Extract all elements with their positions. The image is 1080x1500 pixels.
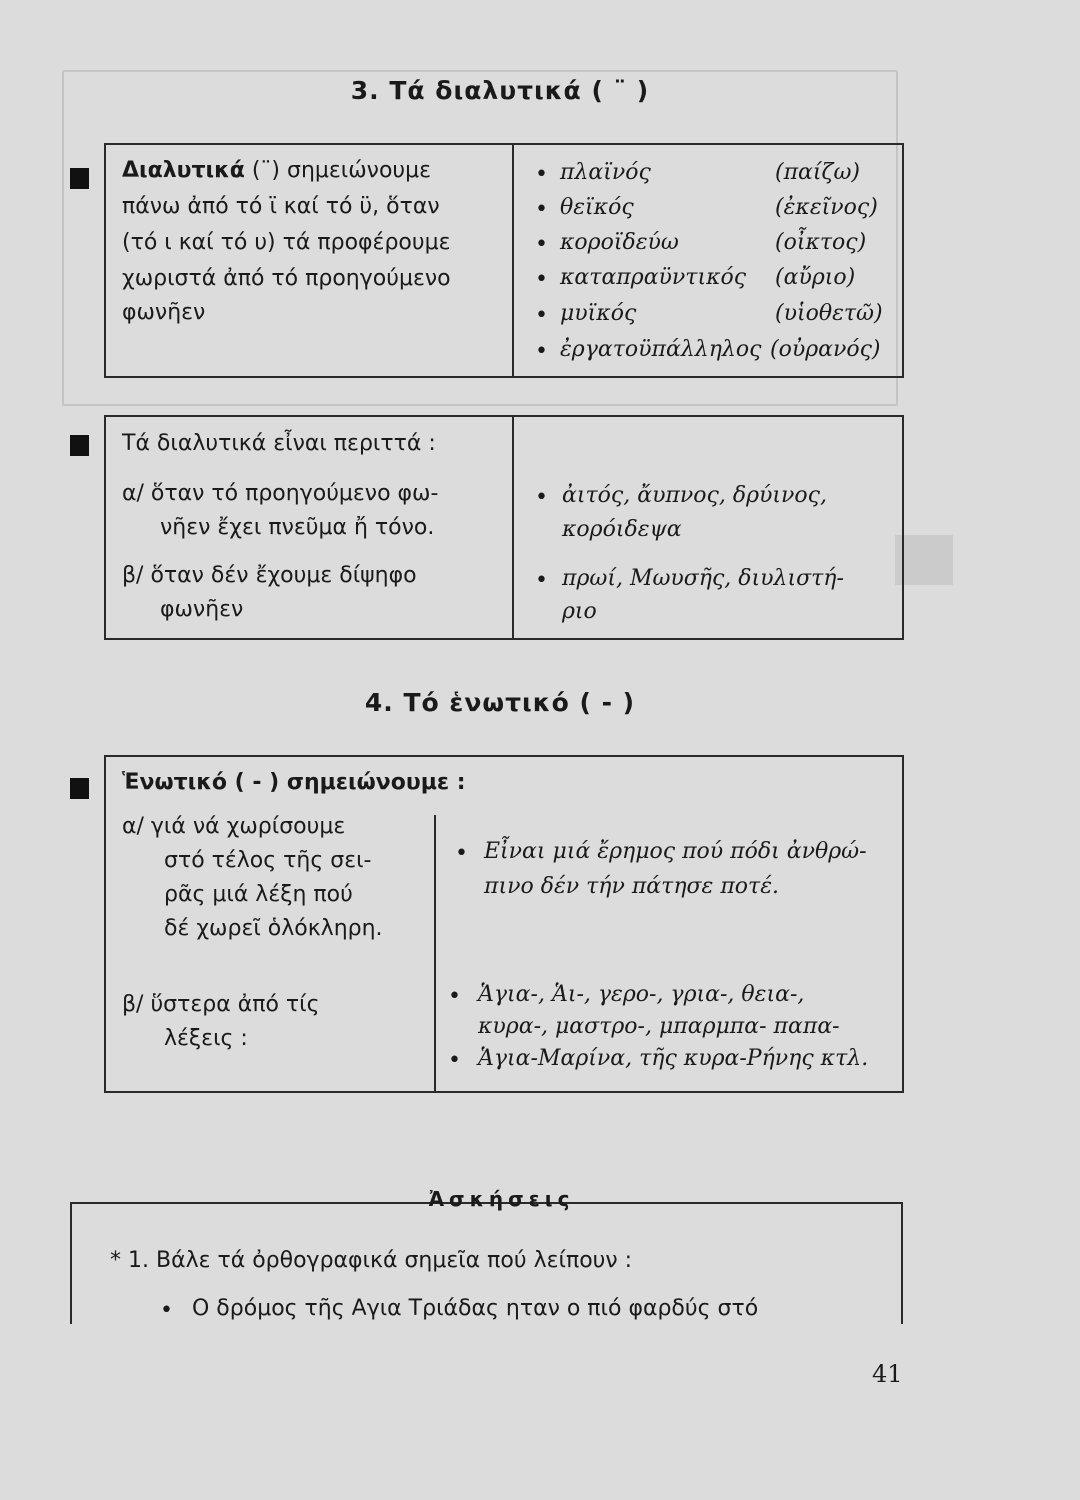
hyphen-heading: Ἑνωτικό ( - ) σημειώνουμε : [122,770,466,795]
exercises-header [100,1187,903,1217]
hyphen-a-line-2: στό τέλος τῆς σει- [164,848,372,873]
example-word: θεϊκός [560,195,634,220]
bullet-icon: • [535,267,548,292]
rule-b-line-1: β/ ὅταν δέν ἔχουμε δίψηφο [122,563,417,588]
section-marker [70,778,89,799]
rule-line-5: φωνῆεν [122,300,206,325]
bullet-icon: • [535,197,548,222]
rule-line-2: πάνω ἀπό τό ϊ καί τό ϋ, ὅταν [122,194,440,219]
example-line: Ἁγια-Μαρίνα, τῆς κυρα-Ρήνης κτλ. [478,1046,869,1071]
rule-b-line-2: φωνῆεν [160,597,244,622]
column-divider [434,815,436,1091]
hyphen-a-line-4: δέ χωρεῖ ὁλόκληρη. [164,916,383,941]
example-pair: (αὔριο) [775,265,856,290]
bullet-icon: • [535,339,548,364]
section-marker [70,435,89,456]
example-pair: (υἱοθετῶ) [775,301,883,326]
column-divider [512,417,514,638]
bullet-icon: • [535,485,548,510]
bullet-icon: • [448,1048,461,1073]
example-line: πινο δέν τήν πάτησε ποτέ. [484,874,779,899]
section-marker [70,168,89,189]
example-line: ἀιτός, ἄυπνος, δρύινος, [562,483,827,508]
bullet-icon: • [535,232,548,257]
page-number: 41 [872,1360,903,1388]
example-word: κοροϊδεύω [560,230,679,255]
rule-line-1: Διαλυτικά (¨) σημειώνουμε [122,158,432,183]
example-word: ἐργατοϋπάλληλος [560,337,762,362]
example-line: κορόιδεψα [562,517,682,542]
bullet-icon: • [535,568,548,593]
superfluous-heading: Τά διαλυτικά εἶναι περιττά : [122,431,436,456]
hyphen-a-line-1: α/ γιά νά χωρίσουμε [122,814,346,839]
bullet-icon: • [535,162,548,187]
column-divider [512,145,514,376]
exercise-1-instruction: * 1. Βάλε τά ὀρθογραφικά σημεῖα πού λείπουν : [110,1248,633,1273]
example-pair: (οἶκτος) [775,230,867,255]
example-line: ριο [562,599,597,624]
example-word: καταπραϋντικός [560,265,747,290]
exercises-title: Ἀσκήσεις [428,1187,575,1211]
example-word: πλαϊνός [560,160,651,185]
section-3-title: 3. Τά διαλυτικά ( ¨ ) [350,76,650,105]
example-line: Ἁγια-, Ἁι-, γερο-, γρια-, θεια-, [478,982,805,1007]
example-pair: (οὐρανός) [770,337,881,362]
rule-line-3: (τό ι καί τό υ) τά προφέρουμε [122,230,451,255]
bullet-icon: • [160,1298,173,1323]
bullet-icon: • [448,984,461,1009]
rule-line-4: χωριστά ἀπό τό προηγούμενο [122,266,451,291]
exercise-1-text: Ο δρόμος τῆς Αγια Τριάδας ηταν ο πιό φαρδύς στό [192,1296,759,1321]
example-word: μυϊκός [560,301,637,326]
hyphen-b-line-2: λέξεις : [164,1026,248,1051]
bullet-icon: • [535,303,548,328]
rule-a-line-1: α/ ὅταν τό προηγούμενο φω- [122,481,439,506]
section-4-title: 4. Τό ἑνωτικό ( - ) [364,688,636,717]
example-pair: (ἐκεῖνος) [775,195,878,220]
example-line: κυρα-, μαστρο-, μπαρμπα- παπα- [478,1014,840,1039]
example-pair: (παίζω) [775,160,860,185]
hyphen-a-line-3: ρᾶς μιά λέξη πού [164,882,353,907]
hyphen-b-line-1: β/ ὕστερα ἀπό τίς [122,992,320,1017]
example-line: πρωί, Μωυσῆς, διυλιστή- [562,566,844,591]
rule-a-line-2: νῆεν ἔχει πνεῦμα ἤ τόνο. [160,515,435,540]
bullet-icon: • [455,841,468,866]
example-line: Εἶναι μιά ἔρημος πού πόδι ἀνθρώ- [484,839,867,864]
